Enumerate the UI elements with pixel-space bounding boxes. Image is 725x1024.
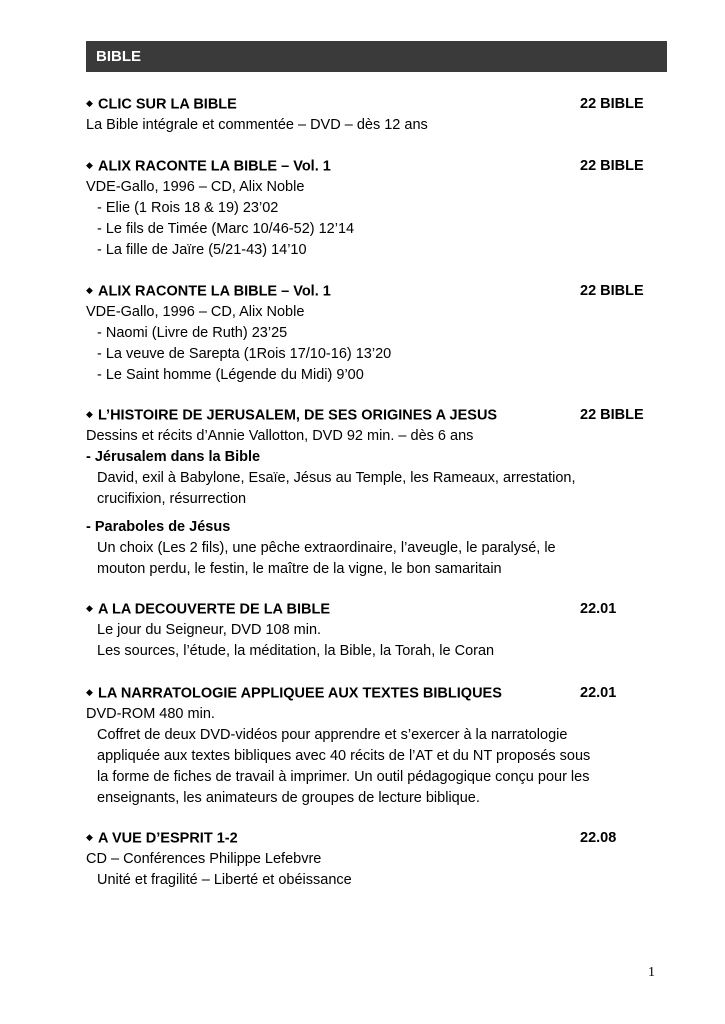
entry-title: LA NARRATOLOGIE APPLIQUEE AUX TEXTES BIBLIQUES xyxy=(98,685,502,702)
section-header xyxy=(86,41,667,72)
entry-title: L’HISTOIRE DE JERUSALEM, DE SES ORIGINES A JESUS xyxy=(98,407,498,424)
entry-line: - Elie (1 Rois 18 & 19) 23’02 xyxy=(97,200,279,216)
entry-line: David, exil à Babylone, Esaïe, Jésus au Temple, les Rameaux, arrestation, xyxy=(97,470,576,486)
entry-line: Coffret de deux DVD-vidéos pour apprendre et s’exercer à la narratologie xyxy=(97,727,568,743)
entry-line: crucifixion, résurrection xyxy=(97,491,247,507)
entry-line: - Naomi (Livre de Ruth) 23’25 xyxy=(97,325,288,341)
entry-line: Dessins et récits d’Annie Vallotton, DVD 92 min. – dès 6 ans xyxy=(86,428,474,444)
entry-line: VDE-Gallo, 1996 – CD, Alix Noble xyxy=(86,179,305,195)
diamond-bullet-icon: ◆ xyxy=(86,603,93,613)
catalog-entry xyxy=(86,281,646,386)
entry-title: CLIC SUR LA BIBLE xyxy=(98,96,237,113)
entry-code: 22 BIBLE xyxy=(580,96,644,112)
diamond-bullet-icon: ◆ xyxy=(86,285,93,295)
section-title: BIBLE xyxy=(96,48,141,65)
entry-line: la forme de fiches de travail à imprimer. Un outil pédagogique conçu pour les xyxy=(97,769,590,785)
entry-title-line xyxy=(86,94,646,115)
entry-line: Les sources, l’étude, la méditation, la Bible, la Torah, le Coran xyxy=(97,643,495,659)
entry-code: 22.08 xyxy=(580,830,617,846)
entry-line: Le jour du Seigneur, DVD 108 min. xyxy=(97,622,322,638)
entry-line: enseignants, les animateurs de groupes de lecture biblique. xyxy=(97,790,480,806)
entry-title-line xyxy=(86,828,646,849)
diamond-bullet-icon: ◆ xyxy=(86,160,93,170)
entry-line: - La veuve de Sarepta (1Rois 17/10-16) 13’20 xyxy=(97,346,392,362)
entry-title-line xyxy=(86,156,646,177)
entry-line: DVD-ROM 480 min. xyxy=(86,706,215,722)
entry-code: 22.01 xyxy=(580,601,617,617)
catalog-entry xyxy=(86,599,646,662)
entry-title-line xyxy=(86,281,646,302)
entry-code: 22 BIBLE xyxy=(580,407,644,423)
entry-code: 22 BIBLE xyxy=(580,283,644,299)
diamond-bullet-icon: ◆ xyxy=(86,687,93,697)
entry-title: ALIX RACONTE LA BIBLE – Vol. 1 xyxy=(98,158,331,175)
entry-title: ALIX RACONTE LA BIBLE – Vol. 1 xyxy=(98,283,331,300)
diamond-bullet-icon: ◆ xyxy=(86,832,93,842)
catalog-entry xyxy=(86,828,646,891)
catalog-entry xyxy=(86,683,646,809)
catalog-entry xyxy=(86,94,646,136)
page-number: 1 xyxy=(648,965,655,980)
entry-line: La Bible intégrale et commentée – DVD – dès 12 ans xyxy=(86,117,428,133)
entry-title-line xyxy=(86,683,646,704)
entry-line: CD – Conférences Philippe Lefebvre xyxy=(86,851,322,867)
entry-title: A VUE D’ESPRIT 1-2 xyxy=(98,830,238,847)
entry-line: appliquée aux textes bibliques avec 40 récits de l’AT et du NT proposés sous xyxy=(97,748,591,764)
diamond-bullet-icon: ◆ xyxy=(86,409,93,419)
catalog-entry xyxy=(86,156,646,261)
entry-title-line xyxy=(86,405,646,426)
entry-subheading: - Jérusalem dans la Bible xyxy=(86,449,261,465)
entry-line: - Le fils de Timée (Marc 10/46-52) 12’14 xyxy=(97,221,355,237)
entry-subheading: - Paraboles de Jésus xyxy=(86,519,231,535)
entry-line: Unité et fragilité – Liberté et obéissance xyxy=(97,872,352,888)
entry-code: 22 BIBLE xyxy=(580,158,644,174)
entry-line: mouton perdu, le festin, le maître de la vigne, le bon samaritain xyxy=(97,561,502,577)
entry-line: - Le Saint homme (Légende du Midi) 9’00 xyxy=(97,367,364,383)
entry-code: 22.01 xyxy=(580,685,617,701)
entry-title-line xyxy=(86,599,646,620)
catalog-entry xyxy=(86,405,646,580)
entry-line: - La fille de Jaïre (5/21-43) 14’10 xyxy=(97,242,307,258)
diamond-bullet-icon: ◆ xyxy=(86,98,93,108)
entry-line: VDE-Gallo, 1996 – CD, Alix Noble xyxy=(86,304,305,320)
entry-line: Un choix (Les 2 fils), une pêche extraordinaire, l’aveugle, le paralysé, le xyxy=(97,540,556,556)
entry-title: A LA DECOUVERTE DE LA BIBLE xyxy=(98,601,331,618)
